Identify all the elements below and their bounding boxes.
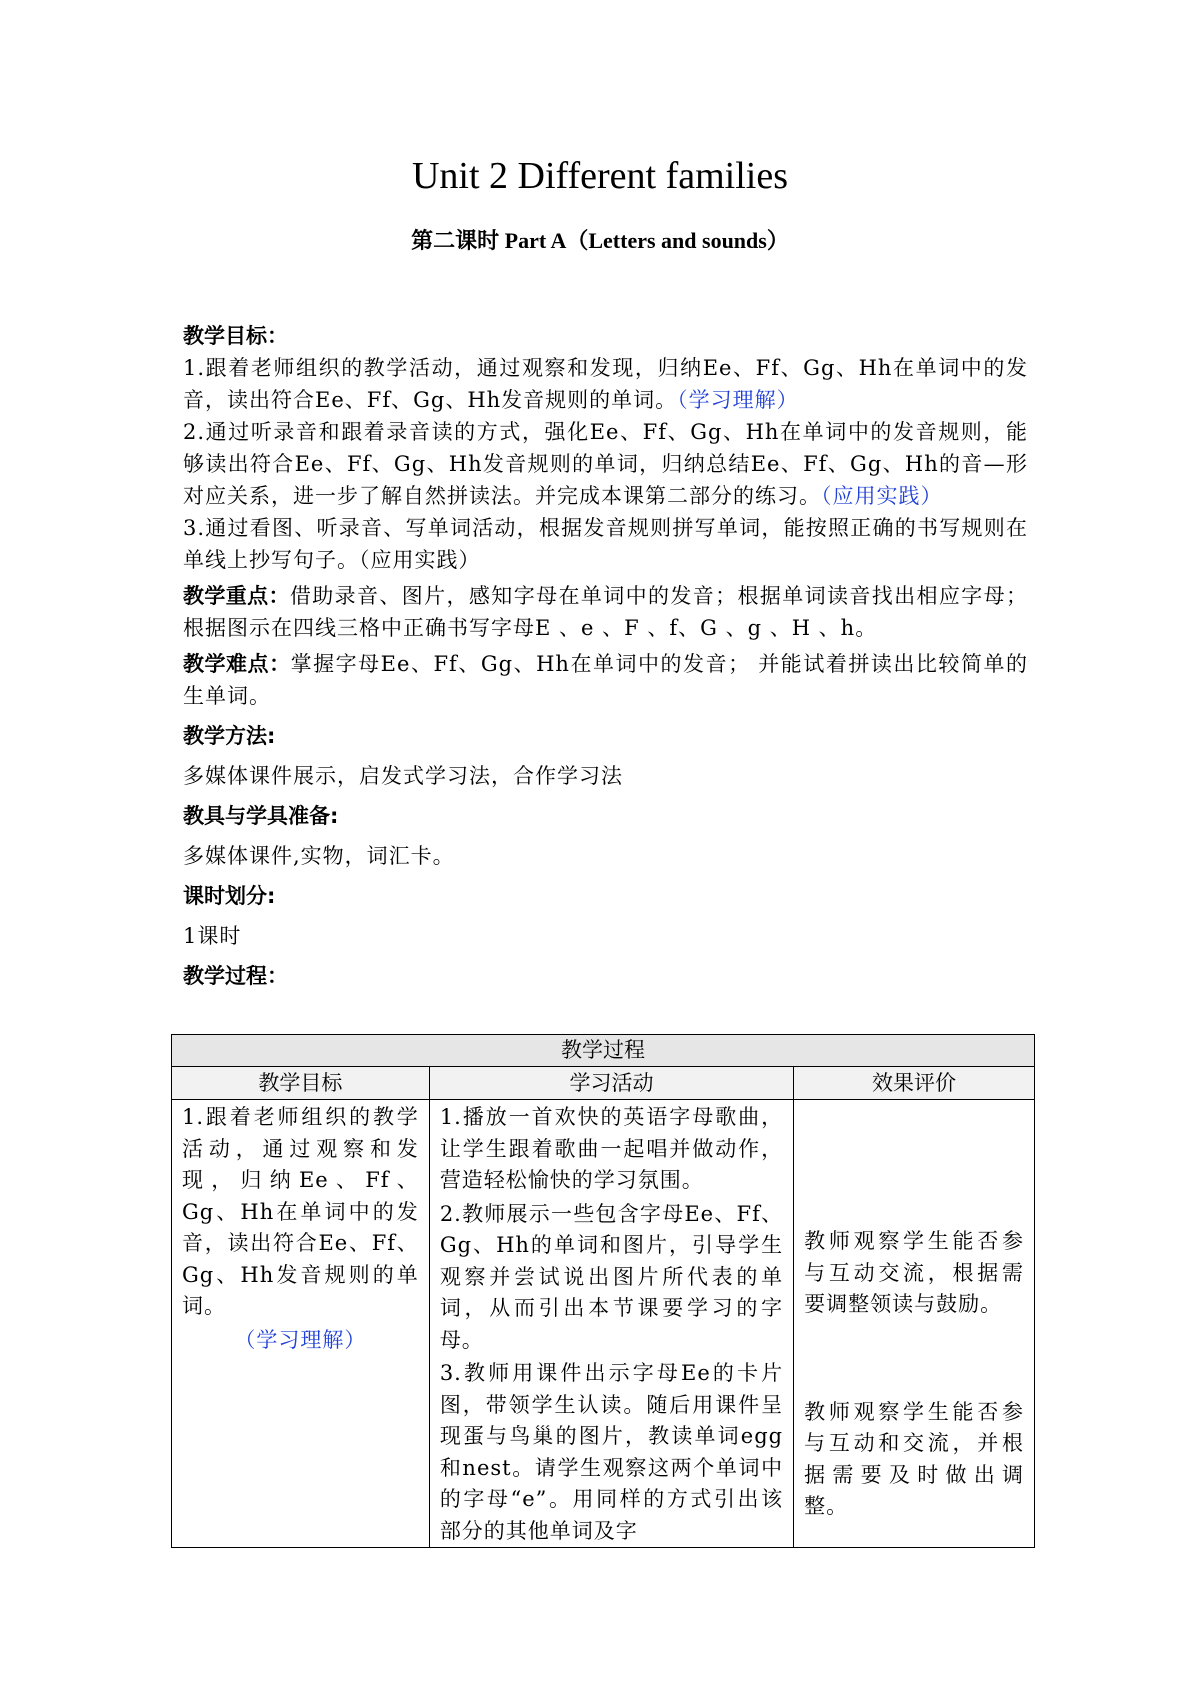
process-heading (183, 960, 1028, 992)
lesson-body (183, 320, 1028, 992)
tools-heading (183, 800, 1028, 832)
objective-2-tag: （应用实践） (821, 484, 943, 508)
goal-tag: （学习理解） (234, 1327, 367, 1352)
tools-label: 教具与学具准备: (183, 804, 339, 828)
tools-text: 多媒体课件,实物，词汇卡。 (183, 844, 455, 868)
document-subtitle: 第二课时 Part A（Letters and sounds） (411, 228, 789, 253)
objectives-heading (183, 320, 1028, 352)
schedule-heading (183, 880, 1028, 912)
table-caption: 教学过程 (172, 1035, 1035, 1067)
table-header-row (172, 1067, 1035, 1100)
objective-item-3 (183, 512, 1028, 576)
key-points-text: 借助录音、图片，感知字母在单词中的发音；根据单词读音找出相应字母；根据图示在四线三格中正确书写字母E 、e 、F 、f、G 、g 、H 、h。 (183, 584, 1029, 640)
objective-3-text: 3.通过看图、听录音、写单词活动，根据发音规则拼写单词，能按照正确的书写规则在单线上抄写句子。（应用实践） (183, 516, 1028, 572)
column-header-goals: 教学目标 (172, 1067, 430, 1100)
schedule-text: 1课时 (183, 924, 242, 948)
difficulties-label: 教学难点： (183, 652, 291, 676)
evaluation-spacer-top (794, 1100, 1034, 1162)
column-header-evaluation: 效果评价 (794, 1067, 1035, 1100)
difficulties-text: 掌握字母Ee、Ff、Gg、Hh在单词中的发音； 并能试着拼读出比较简单的生单词。 (183, 652, 1028, 708)
schedule-label: 课时划分: (183, 884, 276, 908)
evaluation-spacer-mid (794, 1321, 1034, 1395)
evaluation-spacer-top-2 (794, 1162, 1034, 1224)
objective-1-tag: （学习理解） (677, 388, 799, 412)
objective-item-2 (183, 416, 1028, 512)
key-points (183, 580, 1028, 644)
methods-heading (183, 720, 1028, 752)
activity-item-1: 1.播放一首欢快的英语字母歌曲，让学生跟着歌曲一起唱并做动作，营造轻松愉快的学习氛围。 (439, 1105, 784, 1192)
teaching-process-table (171, 1034, 1035, 1548)
evaluation-item-2: 教师观察学生能否参与互动和交流，并根据需要及时做出调整。 (804, 1399, 1024, 1518)
activities-cell (429, 1100, 793, 1548)
document-title: Unit 2 Different families (411, 155, 789, 197)
objectives-label: 教学目标： (183, 324, 288, 348)
column-header-activities: 学习活动 (429, 1067, 793, 1100)
evaluation-item-1: 教师观察学生能否参与互动交流，根据需要调整领读与鼓励。 (804, 1229, 1024, 1316)
goal-text: 1.跟着老师组织的教学活动，通过观察和发现，归纳Ee、Ff、Gg、Hh在单词中的发音，读出符合Ee、Ff、Gg、Hh发音规则的单词。 (182, 1105, 419, 1318)
difficulties (183, 648, 1028, 712)
objective-1-text: 1.跟着老师组织的教学活动，通过观察和发现，归纳Ee、Ff、Gg、Hh在单词中的发音，读出符合Ee、Ff、Gg、Hh发音规则的单词。 (183, 356, 1028, 412)
methods-label: 教学方法: (183, 724, 276, 748)
table-caption-row (172, 1035, 1035, 1067)
key-points-label: 教学重点： (183, 584, 290, 608)
methods-text: 多媒体课件展示，启发式学习法，合作学习法 (183, 764, 623, 788)
process-label: 教学过程： (183, 964, 288, 988)
table-row (172, 1100, 1035, 1548)
goal-cell (172, 1100, 430, 1548)
evaluation-cell (794, 1100, 1035, 1548)
activity-item-2: 2.教师展示一些包含字母Ee、Ff、Gg、Hh的单词和图片，引导学生观察并尝试说出图片所代表的单词，从而引出本节课要学习的字母。 (439, 1201, 784, 1352)
objective-item-1 (183, 352, 1028, 416)
activity-item-3: 3.教师用课件出示字母Ee的卡片图，带领学生认读。随后用课件呈现蛋与鸟巢的图片，教读单词egg和nest。请学生观察这两个单词中的字母“e”。用同样的方式引出该部分的其他单词及字 (439, 1361, 784, 1543)
objective-2-text: 2.通过听录音和跟着录音读的方式，强化Ee、Ff、Gg、Hh在单词中的发音规则，能够读出符合Ee、Ff、Gg、Hh发音规则的单词，归纳总结Ee、Ff、Gg、Hh的音—形对应关系，进一步了解自然拼读法。并完成本课第二部分的练习。 (183, 420, 1028, 508)
